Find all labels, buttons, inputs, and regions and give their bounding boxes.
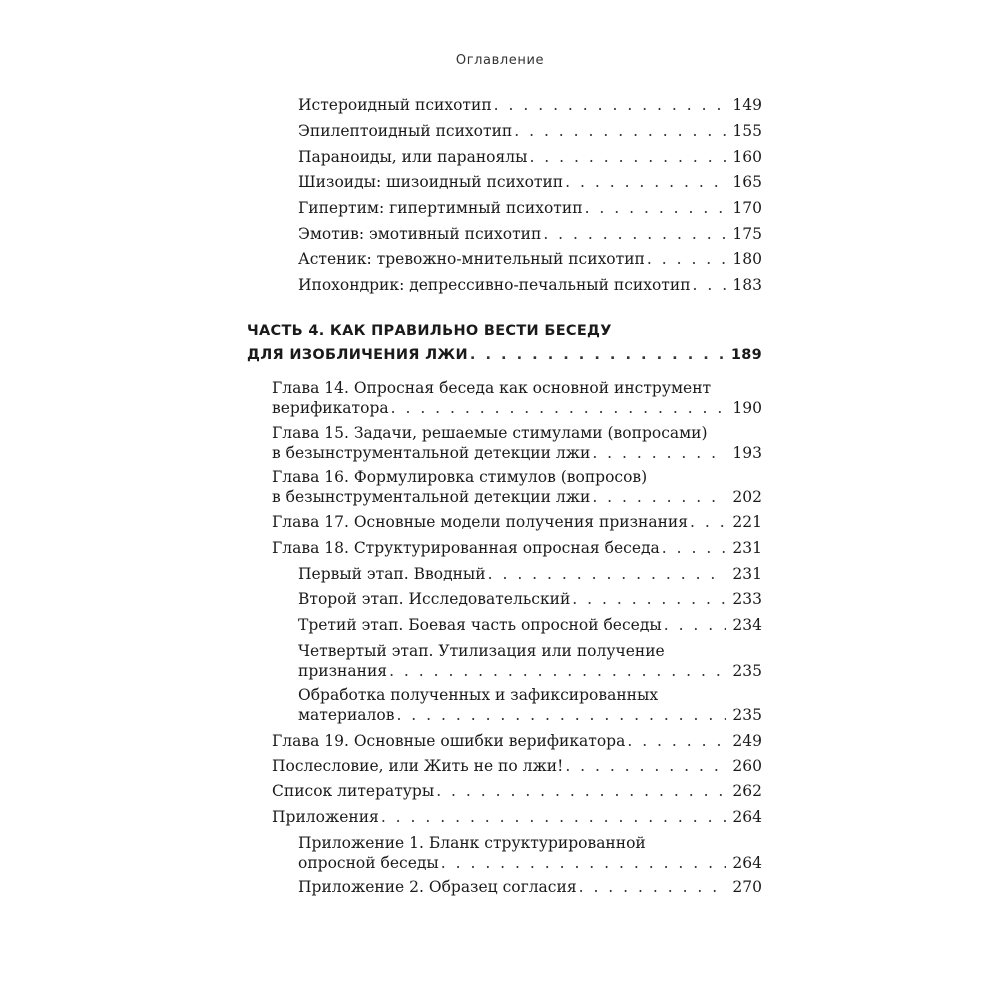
toc-page-number: 183 xyxy=(732,276,762,294)
toc-entry xyxy=(298,147,762,167)
toc-page-number: 264 xyxy=(732,854,762,872)
dot-leader xyxy=(436,781,726,801)
toc-entry-title: Первый этап. Вводный xyxy=(298,565,486,583)
toc-entry-title: Эпилептоидный психотип xyxy=(298,122,513,140)
dot-leader xyxy=(488,564,727,584)
running-header: Оглавление xyxy=(455,53,545,68)
toc-page-number: 260 xyxy=(732,757,762,775)
toc-entry-title: Приложение 2. Образец согласия xyxy=(298,878,577,896)
dot-leader xyxy=(565,172,726,192)
dot-leader xyxy=(592,487,726,507)
toc-entry-title: Глава 15. Задачи, решаемые стимулами (вопросами) xyxy=(272,424,708,442)
toc-page-number: 270 xyxy=(732,878,762,896)
toc-entry-title: Четвертый этап. Утилизация или получение xyxy=(298,642,665,660)
toc-entry xyxy=(298,833,762,873)
dot-leader xyxy=(592,443,726,463)
toc-entry-title-continued: материалов xyxy=(298,706,395,724)
dot-leader xyxy=(579,877,727,897)
toc-entry xyxy=(298,877,762,897)
toc-entry-title: Третий этап. Боевая часть опросной беседы xyxy=(298,616,662,634)
toc-page-number: 249 xyxy=(732,732,762,750)
toc-entry-title: Шизоиды: шизоидный психотип xyxy=(298,173,564,191)
toc-entry-title: ЧАСТЬ 4. КАК ПРАВИЛЬНО ВЕСТИ БЕСЕДУ xyxy=(247,323,612,339)
toc-entry-title: Эмотив: эмотивный психотип xyxy=(298,225,542,243)
toc-entry xyxy=(298,224,762,244)
dot-leader xyxy=(585,198,727,218)
toc-page-number: 231 xyxy=(732,539,762,557)
toc-entry-title: Истероидный психотип xyxy=(298,96,492,114)
dot-leader xyxy=(543,224,726,244)
toc-entry xyxy=(298,95,762,115)
toc-page-number: 189 xyxy=(730,347,762,363)
toc-entry xyxy=(272,378,762,418)
toc-entry xyxy=(298,249,762,269)
toc-entry xyxy=(298,641,762,681)
toc-page-number: 264 xyxy=(732,808,762,826)
toc-entry-title-continued: признания xyxy=(298,662,388,680)
toc-page-number: 190 xyxy=(732,399,762,417)
toc-entry-title: Второй этап. Исследовательский xyxy=(298,590,571,608)
toc-page-number: 235 xyxy=(732,706,762,724)
toc-page-number: 160 xyxy=(732,148,762,166)
toc-entry-title: Ипохондрик: депрессивно-печальный психотип xyxy=(298,276,691,294)
toc-entry-title: Список литературы xyxy=(272,782,435,800)
dot-leader xyxy=(565,756,726,776)
toc-entry-title-continued: опросной беседы xyxy=(298,854,439,872)
toc-entry-title: Гипертим: гипертимный психотип xyxy=(298,199,583,217)
toc-entry-title-continued: в безынструментальной детекции лжи xyxy=(272,488,591,506)
toc-page-number: 262 xyxy=(732,782,762,800)
toc-page-number: 149 xyxy=(732,96,762,114)
toc-entry xyxy=(272,756,762,776)
dot-leader xyxy=(664,615,727,635)
toc-page-number: 165 xyxy=(732,173,762,191)
toc-entry xyxy=(298,275,762,295)
toc-page-number: 180 xyxy=(732,250,762,268)
toc-entry-title-continued: верификатора xyxy=(272,399,389,417)
toc-entry-title: Глава 14. Опросная беседа как основной инструмент xyxy=(272,379,712,397)
dot-leader xyxy=(391,398,727,418)
dot-leader xyxy=(627,731,726,751)
dot-leader xyxy=(514,121,726,141)
toc-entry-title: Параноиды, или параноялы xyxy=(298,148,528,166)
toc-page-number: 234 xyxy=(732,616,762,634)
toc-entry-title: Приложения xyxy=(272,808,379,826)
toc-page-number: 202 xyxy=(732,488,762,506)
toc-entry-title: Глава 18. Структурированная опросная беседа xyxy=(272,539,660,557)
toc-page-number: 155 xyxy=(732,122,762,140)
toc-page-number: 233 xyxy=(732,590,762,608)
toc-entry-title: Глава 19. Основные ошибки верификатора xyxy=(272,732,626,750)
toc-entry xyxy=(272,807,762,827)
dot-leader xyxy=(396,705,726,725)
toc-page-number: 231 xyxy=(732,565,762,583)
toc-entry xyxy=(272,538,762,558)
toc-page-number: 235 xyxy=(732,662,762,680)
toc-page-number: 193 xyxy=(732,444,762,462)
toc-entry xyxy=(272,423,762,463)
toc-part-heading xyxy=(247,319,762,367)
toc-entry-title: Приложение 1. Бланк структурированной xyxy=(298,834,646,852)
toc-entry-title: Астеник: тревожно-мнительный психотип xyxy=(298,250,645,268)
dot-leader xyxy=(389,661,726,681)
dot-leader xyxy=(647,249,727,269)
toc-entry-title-continued: в безынструментальной детекции лжи xyxy=(272,444,591,462)
toc-entry xyxy=(298,564,762,584)
dot-leader xyxy=(381,807,727,827)
toc-entry-title: Послесловие, или Жить не по лжи! xyxy=(272,757,564,775)
dot-leader xyxy=(529,147,726,167)
toc-page-number: 170 xyxy=(732,199,762,217)
toc-entry xyxy=(298,685,762,725)
dot-leader xyxy=(470,343,725,367)
toc-entry-title: Глава 17. Основные модели получения признания xyxy=(272,513,689,531)
toc-entry xyxy=(272,467,762,507)
dot-leader xyxy=(662,538,727,558)
toc-entry xyxy=(272,512,762,532)
toc-entry xyxy=(298,121,762,141)
toc-page-number: 175 xyxy=(732,225,762,243)
dot-leader xyxy=(441,853,727,873)
toc-entry-title: Обработка полученных и зафиксированных xyxy=(298,686,659,704)
toc-entry xyxy=(272,731,762,751)
toc-entry xyxy=(298,198,762,218)
toc-entry-title-continued: ДЛЯ ИЗОБЛИЧЕНИЯ ЛЖИ xyxy=(247,347,468,363)
dot-leader xyxy=(572,589,726,609)
dot-leader xyxy=(690,512,726,532)
dot-leader xyxy=(693,275,727,295)
toc-entry xyxy=(298,172,762,192)
dot-leader xyxy=(494,95,727,115)
toc-entry xyxy=(272,781,762,801)
toc-entry xyxy=(298,589,762,609)
toc-entry-title: Глава 16. Формулировка стимулов (вопросов) xyxy=(272,468,648,486)
toc-page-number: 221 xyxy=(732,513,762,531)
toc-entry xyxy=(298,615,762,635)
